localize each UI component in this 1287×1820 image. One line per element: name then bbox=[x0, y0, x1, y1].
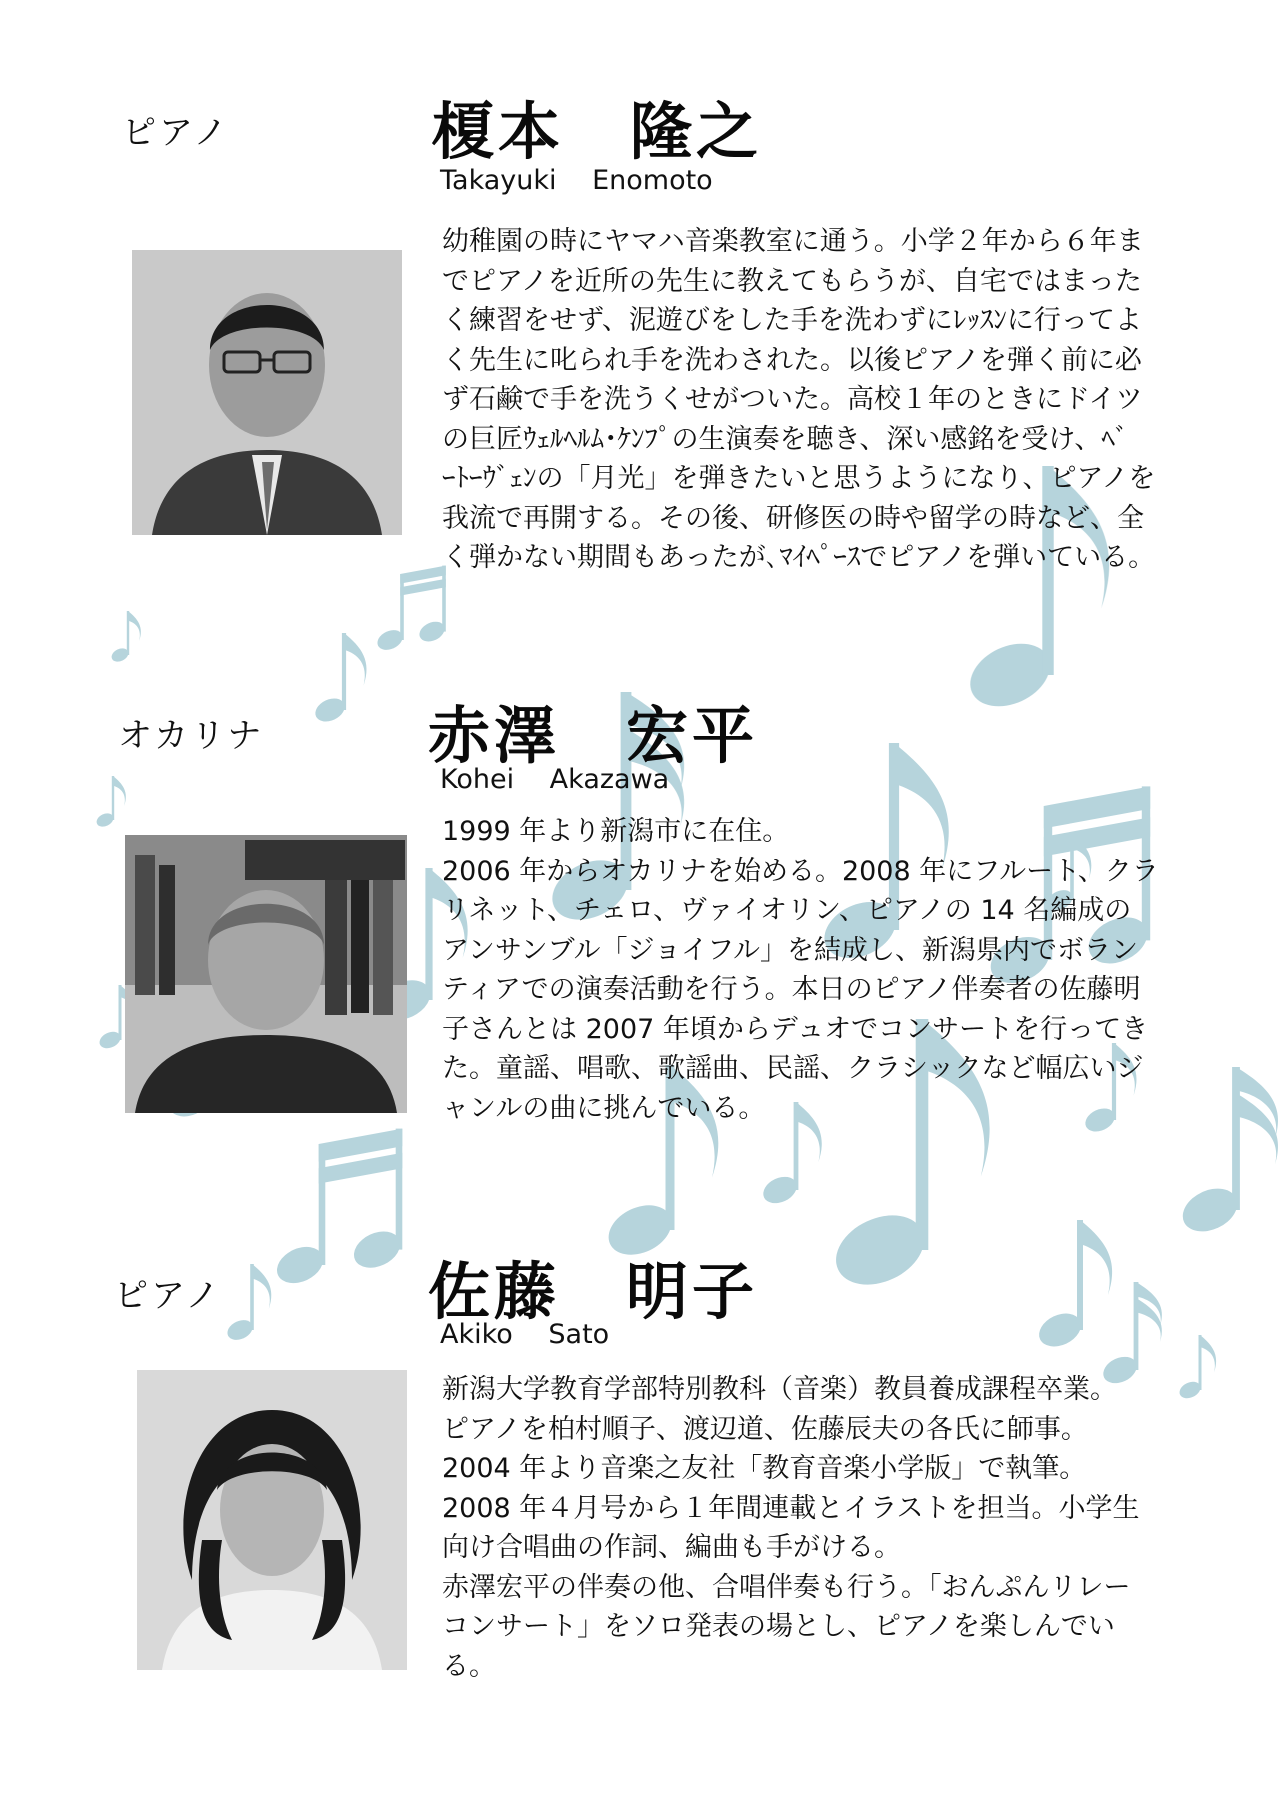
instrument-label: オカリナ bbox=[118, 716, 265, 756]
name-english: Akiko Sato bbox=[440, 1319, 610, 1350]
bio-line: コンサート」をソロ発表の場とし、ピアノを楽しんでい bbox=[442, 1611, 1115, 1642]
portrait-image bbox=[137, 1370, 407, 1670]
bio-line: 新潟大学教育学部特別教科（音楽）教員養成課程卒業。 bbox=[442, 1374, 1117, 1405]
bio-line: でピアノを近所の先生に教えてもらうが、自宅ではまった bbox=[442, 265, 1142, 297]
bio-line: 向け合唱曲の作詞、編曲も手がける。 bbox=[442, 1532, 901, 1563]
instrument-label: ピアノ bbox=[122, 113, 231, 153]
bio-line: アンサンブル「ジョイフル」を結成し、新潟県内でボラン bbox=[442, 934, 1139, 966]
bio-line: く弾かない期間もあったが､ﾏｲﾍﾟｰｽでピアノを弾いている。 bbox=[442, 542, 1156, 573]
bio-line: 幼稚園の時にヤマハ音楽教室に通う。小学２年から６年ま bbox=[442, 226, 1144, 257]
bio-text bbox=[442, 222, 1262, 578]
bio-line: く練習をせず、泥遊びをした手を洗わずにﾚｯｽﾝに行ってよ bbox=[442, 305, 1142, 336]
portrait-image bbox=[132, 250, 402, 535]
bio-line: ティアでの演奏活動を行う。本日のピアノ伴奏者の佐藤明 bbox=[442, 974, 1141, 1005]
bio-line: の巨匠ｳｪﾙﾍﾙﾑ･ｹﾝﾌﾟの生演奏を聴き、深い感銘を受け、ﾍﾞ bbox=[442, 423, 1129, 455]
bio-line: 赤澤宏平の伴奏の他、合唱伴奏も行う。「おんぷんリレー bbox=[442, 1571, 1131, 1603]
name-japanese: 佐藤 明子 bbox=[428, 1255, 759, 1328]
bio-line: 2004 年より音楽之友社「教育音楽小学版」で執筆。 bbox=[442, 1453, 1087, 1484]
bio-line: 2006 年からオカリナを始める。2008 年にフルート、クラ bbox=[442, 855, 1159, 887]
name-english: Kohei Akazawa bbox=[440, 764, 670, 795]
bio-line: リネット、チェロ、ヴァイオリン、ピアノの 14 名編成の bbox=[442, 895, 1132, 926]
name-japanese: 赤澤 宏平 bbox=[428, 699, 759, 772]
bio-line: る。 bbox=[442, 1650, 496, 1682]
portrait-photo-sato bbox=[137, 1370, 407, 1670]
bio-line: ず石鹸で手を洗うくせがついた。高校１年のときにドイツ bbox=[442, 384, 1143, 415]
portrait-photo-enomoto bbox=[132, 250, 402, 535]
bio-line: ｰﾄｰｳﾞｪﾝの「月光」を弾きたいと思うようになり、ピアノを bbox=[442, 463, 1156, 494]
bio-line: く先生に叱られ手を洗わされた。以後ピアノを弾く前に必 bbox=[442, 344, 1142, 376]
bio-text bbox=[442, 812, 1262, 1128]
instrument-label: ピアノ bbox=[114, 1276, 223, 1316]
bio-text bbox=[442, 1370, 1262, 1686]
bio-line: 子さんとは 2007 年頃からデュオでコンサートを行ってき bbox=[442, 1013, 1149, 1045]
bio-line: 1999 年より新潟市に在住。 bbox=[442, 816, 790, 847]
bio-line: 我流で再開する。その後、研修医の時や留学の時など、全 bbox=[442, 502, 1144, 534]
portrait-image bbox=[125, 835, 407, 1113]
name-japanese: 榎本 隆之 bbox=[432, 95, 763, 168]
portrait-photo-akazawa bbox=[125, 835, 407, 1113]
name-english: Takayuki Enomoto bbox=[440, 165, 713, 196]
bio-line: ピアノを柏村順子、渡辺道、佐藤辰夫の各氏に師事。 bbox=[442, 1413, 1088, 1445]
bio-line: 2008 年４月号から１年間連載とイラストを担当。小学生 bbox=[442, 1492, 1140, 1524]
bio-line: ャンルの曲に挑んでいる。 bbox=[442, 1092, 766, 1124]
bio-line: た。童謡、唱歌、歌謡曲、民謡、クラシックなど幅広いジ bbox=[442, 1053, 1144, 1084]
